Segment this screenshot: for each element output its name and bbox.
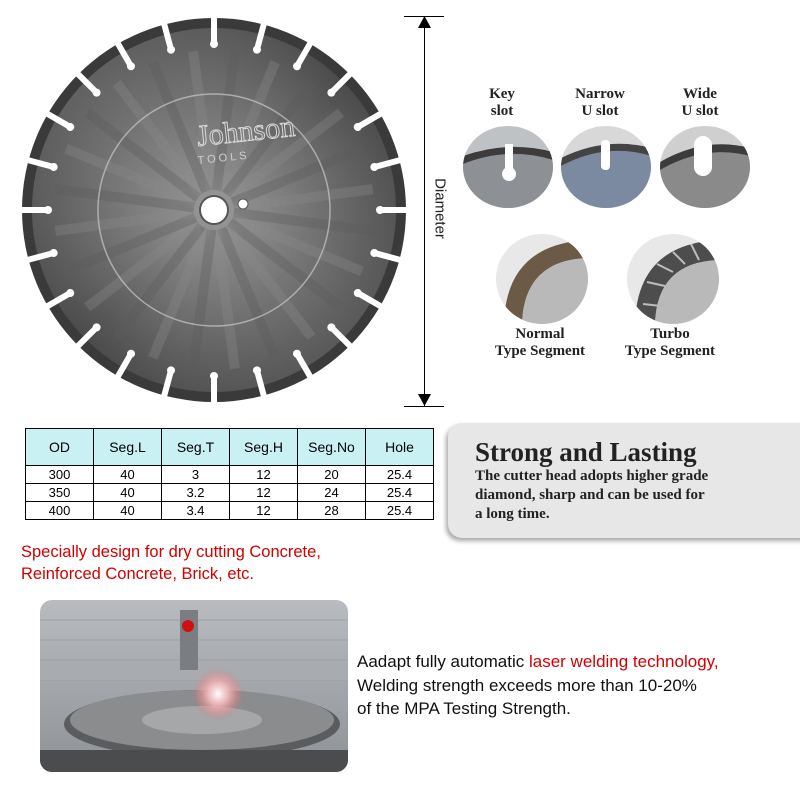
table-cell: 350 bbox=[26, 484, 94, 502]
dimension-bottom-tick bbox=[404, 406, 444, 407]
table-cell: 28 bbox=[298, 502, 366, 520]
turbo-segment-image bbox=[627, 234, 719, 324]
header-seg-h: Seg.H bbox=[230, 429, 298, 466]
header-hole: Hole bbox=[366, 429, 434, 466]
table-row bbox=[26, 502, 434, 520]
table-cell: 20 bbox=[298, 466, 366, 484]
blade-brand-sub: TOOLS bbox=[197, 149, 251, 167]
table-row bbox=[26, 466, 434, 484]
arrow-down-icon bbox=[418, 394, 431, 406]
description-line: diamond, sharp and can be used for bbox=[475, 487, 705, 503]
dry-note-line: Specially design for dry cutting Concrete, bbox=[21, 543, 321, 561]
dry-note-line: Reinforced Concrete, Brick, etc. bbox=[21, 565, 254, 583]
diameter-label: Diameter bbox=[431, 178, 449, 239]
table-cell: 40 bbox=[94, 502, 162, 520]
welding-description bbox=[357, 650, 797, 721]
table-cell: 25.4 bbox=[366, 484, 434, 502]
key-slot-image bbox=[463, 126, 553, 208]
table-cell: 25.4 bbox=[366, 466, 434, 484]
table-cell: 300 bbox=[26, 466, 94, 484]
table-cell: 400 bbox=[26, 502, 94, 520]
header-seg-no: Seg.No bbox=[298, 429, 366, 466]
header-seg-l: Seg.L bbox=[94, 429, 162, 466]
dry-cutting-note bbox=[21, 541, 321, 585]
strong-lasting-title: Strong and Lasting bbox=[475, 437, 697, 467]
table-cell: 3.2 bbox=[162, 484, 230, 502]
table-cell: 40 bbox=[94, 466, 162, 484]
table-cell: 12 bbox=[230, 484, 298, 502]
spec-table bbox=[25, 428, 434, 520]
header-seg-t: Seg.T bbox=[162, 429, 230, 466]
welding-line: of the MPA Testing Strength. bbox=[357, 699, 571, 718]
blade-slot bbox=[211, 16, 217, 44]
normal-segment-label: Normal Type Segment bbox=[494, 326, 586, 359]
header-od: OD bbox=[26, 429, 94, 466]
laser-welding-photo bbox=[40, 600, 348, 772]
narrow-slot-label: Narrow U slot bbox=[575, 86, 625, 119]
table-header-row bbox=[26, 429, 434, 466]
table-cell: 12 bbox=[230, 466, 298, 484]
saw-blade-image bbox=[18, 14, 410, 406]
wide-slot-image bbox=[660, 126, 750, 208]
table-cell: 25.4 bbox=[366, 502, 434, 520]
welding-line: Welding strength exceeds more than 10-20% bbox=[357, 675, 697, 695]
table-cell: 24 bbox=[298, 484, 366, 502]
strong-lasting-description bbox=[475, 467, 775, 524]
blade-slot-hole bbox=[44, 206, 52, 214]
blade-slot-hole bbox=[210, 372, 218, 380]
dimension-line bbox=[424, 16, 425, 406]
blade-slot bbox=[380, 207, 408, 213]
blade-brand-text: Johnson bbox=[195, 109, 297, 153]
turbo-segment-label: Turbo Type Segment bbox=[624, 326, 716, 359]
blade-slot-hole bbox=[210, 40, 218, 48]
blade-slot bbox=[20, 207, 48, 213]
description-line: The cutter head adopts higher grade bbox=[475, 468, 709, 484]
key-slot-label: Key slot bbox=[489, 86, 515, 119]
normal-segment-image bbox=[496, 234, 588, 324]
arrow-up-icon bbox=[418, 16, 431, 28]
blade-slot bbox=[211, 376, 217, 404]
narrow-slot-image bbox=[561, 126, 651, 208]
table-cell: 3 bbox=[162, 466, 230, 484]
blade-slot-hole bbox=[376, 206, 384, 214]
description-line: a long time. bbox=[475, 506, 550, 522]
table-row bbox=[26, 484, 434, 502]
laser-welding-highlight: laser welding technology bbox=[528, 652, 714, 671]
table-cell: 40 bbox=[94, 484, 162, 502]
welding-line: Aadapt fully automatic laser welding technology, bbox=[357, 652, 719, 671]
wide-slot-label: Wide U slot bbox=[681, 86, 719, 119]
table-cell: 12 bbox=[230, 502, 298, 520]
table-cell: 3.4 bbox=[162, 502, 230, 520]
